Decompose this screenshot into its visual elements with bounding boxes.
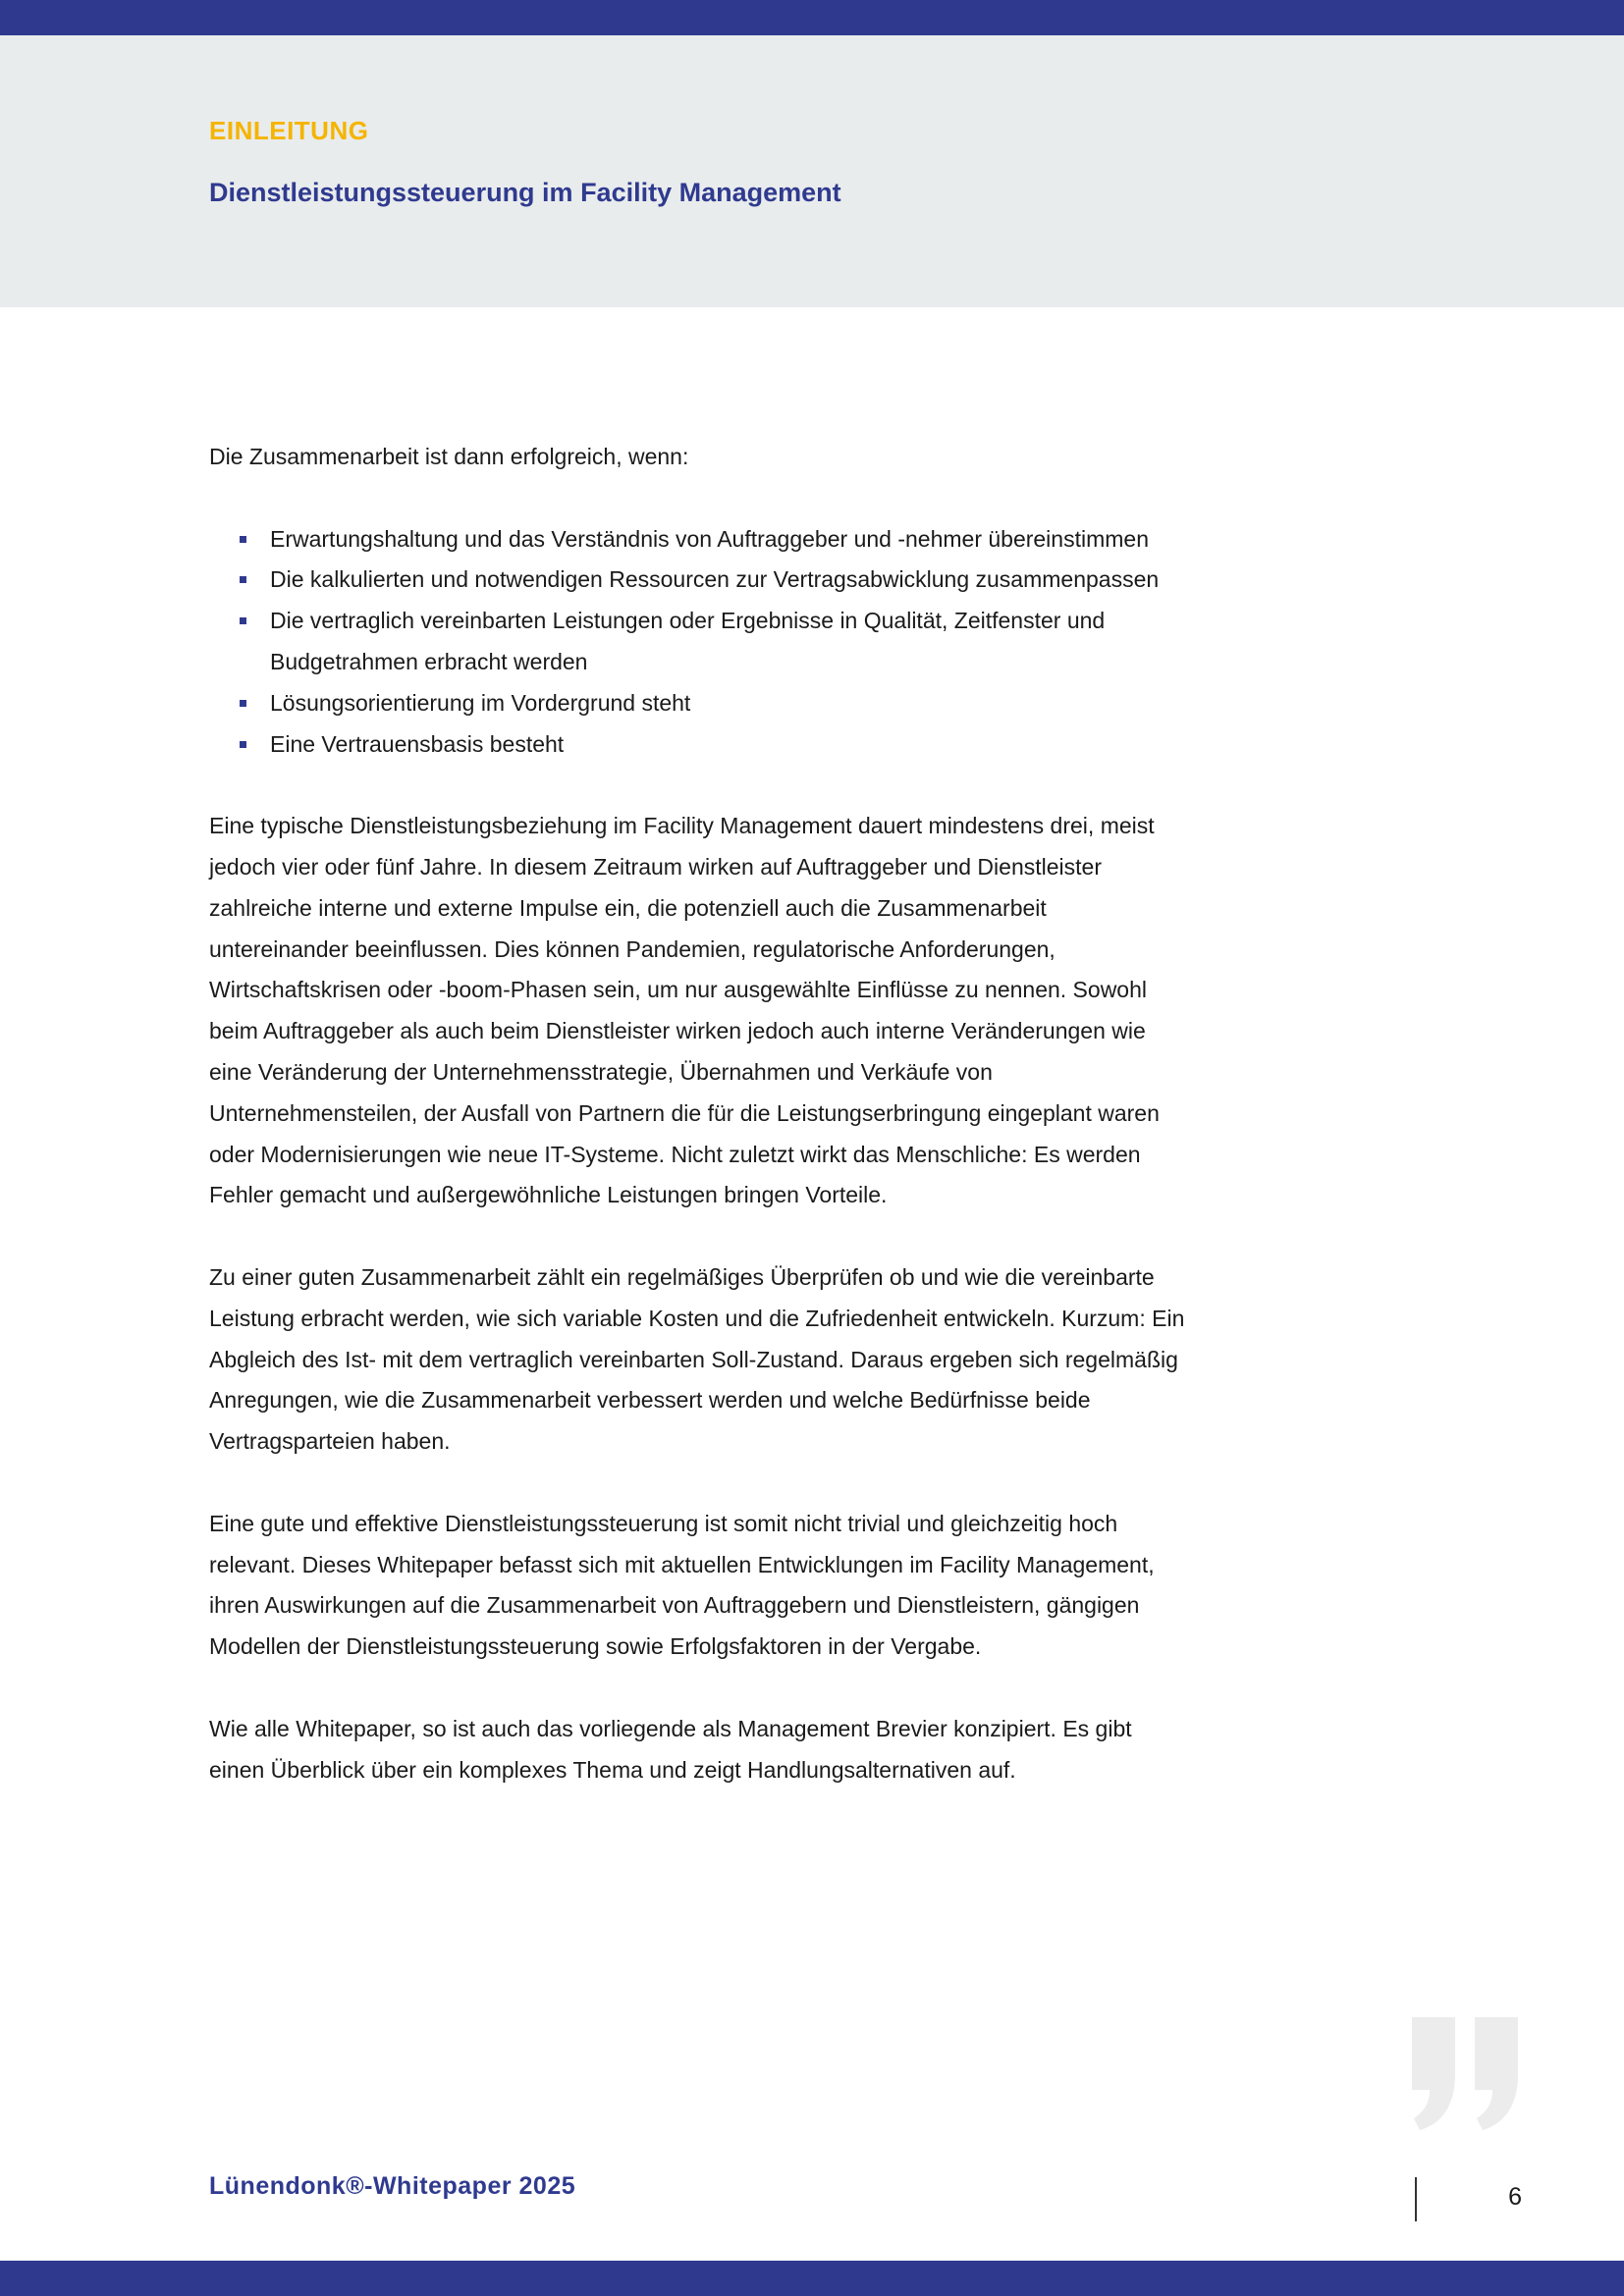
closing-quote-icon [1406, 2017, 1524, 2130]
list-item [270, 724, 1191, 766]
list-item-text: Die kalkulierten und notwendigen Ressourcen zur Vertragsabwicklung zusammenpassen [270, 566, 1160, 593]
body-paragraph: Zu einer guten Zusammenarbeit zählt ein regelmäßiges Überprüfen ob und wie die vereinbarte Leistung erbracht werden, wie sich variable Kosten und die Zufriedenheit entwickeln. Kurzum: Ein Abgleich des Ist- mit dem vertraglich vereinbarten Soll-Zustand. Daraus ergeben sich regelmäßig Anregungen, wie die Zusammenarbeit verbessert werden und welche Bedürfnisse beide Vertragsparteien haben. [209, 1263, 1185, 1455]
bottom-color-bar [0, 2261, 1624, 2296]
square-bullet-icon [240, 576, 246, 583]
list-item-text: Eine Vertrauensbasis besteht [270, 730, 565, 757]
square-bullet-icon [240, 700, 246, 707]
footer-brand: Lünendonk®-Whitepaper 2025 [209, 2172, 576, 2200]
section-title: Dienstleistungssteuerung im Facility Management [209, 178, 841, 207]
list-item [270, 519, 1191, 561]
list-item [270, 683, 1191, 724]
body-paragraph: Wie alle Whitepaper, so ist auch das vorliegende als Management Brevier konzipiert. Es gibt einen Überblick über ein komplexes Thema und zeigt Handlungsalternativen auf. [209, 1715, 1132, 1783]
top-color-bar [0, 0, 1624, 35]
list-item [270, 560, 1191, 601]
list-item-text: Die vertraglich vereinbarten Leistungen oder Ergebnisse in Qualität, Zeitfenster und Budgetrahmen erbracht werden [270, 608, 1106, 674]
body-paragraph: Eine typische Dienstleistungsbeziehung im Facility Management dauert mindestens drei, meist jedoch vier oder fünf Jahre. In diesem Zeitraum wirken auf Auftraggeber und Dienstleister zahlreiche interne und externe Impulse ein, die potenziell auch die Zusammenarbeit untereinander beeinflussen. Dies können Pandemien, regulatorische Anforderungen, Wirtschaftskrisen oder -boom-Phasen sein, um nur ausgewählte Einflüsse zu nennen. Sowohl beim Auftraggeber als auch beim Dienstleister wirken jedoch auch interne Veränderungen wie eine Veränderung der Unternehmensstrategie, Übernahmen und Verkäufe von Unternehmensteilen, der Ausfall von Partnern die für die Leistungserbringung eingeplant waren oder Modernisierungen wie neue IT-Systeme. Nicht zuletzt wirkt das Menschliche: Es werden Fehler gemacht und außergewöhnliche Leistungen bringen Vorteile. [209, 813, 1160, 1208]
square-bullet-icon [240, 536, 246, 543]
body-content [209, 437, 1191, 1832]
footer-divider [1415, 2177, 1417, 2221]
list-item-text: Lösungsorientierung im Vordergrund steht [270, 689, 691, 716]
intro-paragraph: Die Zusammenarbeit ist dann erfolgreich, wenn: [209, 444, 689, 469]
list-item-text: Erwartungshaltung und das Verständnis von Auftraggeber und -nehmer übereinstimmen [270, 525, 1149, 552]
body-paragraph: Eine gute und effektive Dienstleistungssteuerung ist somit nicht trivial und gleichzeitig hoch relevant. Dieses Whitepaper befasst sich mit aktuellen Entwicklungen im Facility Management, ihren Auswirkungen auf die Zusammenarbeit von Auftraggebern und Dienstleistern, gängigen Modellen der Dienstleistungssteuerung sowie Erfolgsfaktoren in der Vergabe. [209, 1510, 1155, 1660]
square-bullet-icon [240, 617, 246, 624]
list-item [270, 601, 1191, 683]
page-number: 6 [1508, 2183, 1522, 2211]
header-band [0, 35, 1624, 307]
success-criteria-list [209, 519, 1191, 766]
square-bullet-icon [240, 741, 246, 748]
section-label: EINLEITUNG [209, 116, 369, 145]
